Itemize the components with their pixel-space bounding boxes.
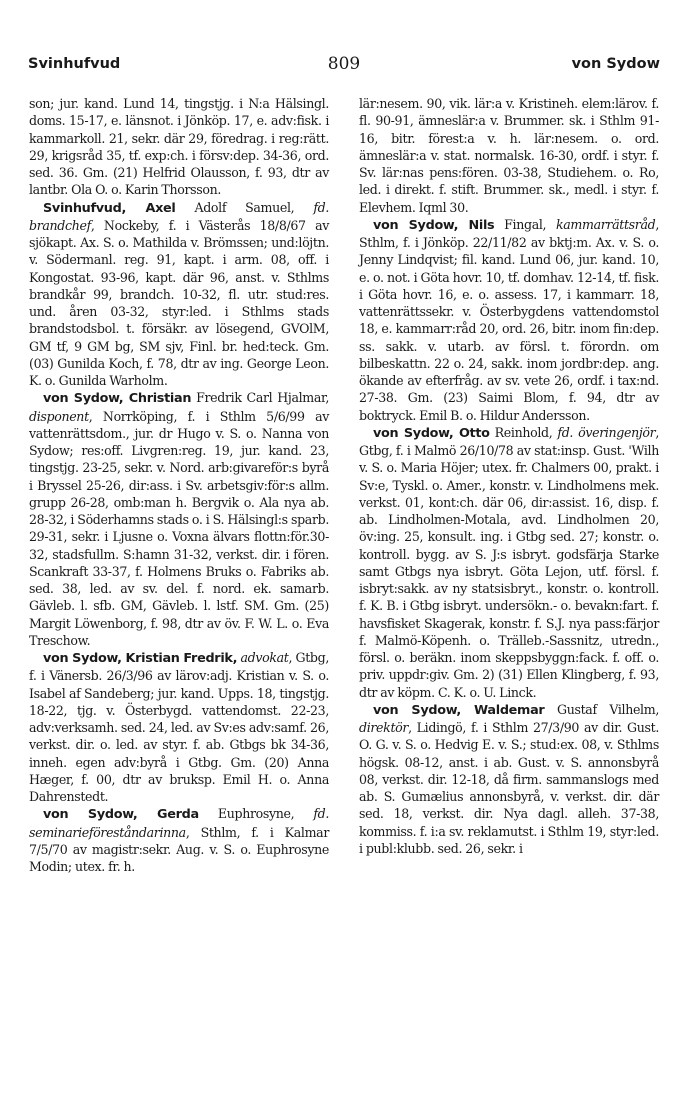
entry-given-names: Fingal, bbox=[494, 216, 556, 232]
entry-text: , Nockeby, f. i Västerås 18/8/67 av sjökapt. Ax. S. o. Mathilda v. Brömssen; und:löjtn. v. Södermanl. reg. 91, kapt. i arm. 08, off. i Kongostat. 93-96, kapt. där 96, anst. v. Sthlms brandkår 99, brandch. 10-32, fl. utr. stud:res. und. åren 03-32, styr:led. i Sthlms stads brandstodsbol. t. försäkr. av lösegend, GVOlM, GM tf, 9 GM bg, SM sjv, Finl. br. hed:teck. Gm. (03) Gunilda Koch, f. 78, dtr av ing. George Leon. K. o. Gunilda Warholm. bbox=[29, 217, 329, 388]
entry-given-names: Gustaf Vilhelm, bbox=[544, 701, 659, 717]
entry-text: , Sthlm, f. i Jönköp. 22/11/82 av bktj:m. Ax. v. S. o. Jenny Lindqvist; fil. kand. Lund 06, jur. kand. 10, e. o. not. i Göta hovr. 10, tf. domhav. 12-14, tf. fisk. i Göta hovr. 16, e. o. assess. 17, i kammarr. 18, vattenrättssekr. v. Österbygdens vattendomstol 18, e. kammarr:råd 20, ord. 26, bitr. inom fin:dep. ss. sakk. v. utarb. av försl. t. förordn. om bilbeskattn. 22 o. 24, sakk. inom jordbr:dep. ang. ökande av efterfråg. av sv. vete 26, ordf. i tax:nd. 27-38. Gm. (23) Saimi Blom, f. 94, dtr av boktryck. Emil B. o. Hildur Andersson. bbox=[359, 216, 659, 423]
entry-occupation: advokat bbox=[240, 650, 289, 665]
entry-name: von Sydow, Kristian Fredrik, bbox=[43, 651, 238, 666]
entry-given-names: Adolf Samuel, bbox=[175, 199, 314, 215]
entry-name: von Sydow, Otto bbox=[373, 425, 490, 441]
entry-text: , Gtbg, f. i Vänersb. 26/3/96 av lärov:adj. Kristian v. S. o. Isabel af Sandeberg; jur. kand. Upps. 18, tingstjg. 18-22, tjg. v. Österbygd. vattendomst. 22-23, adv:verksamh. sed. 24, led. av Sv:es adv:samf. 26, verkst. dir. o. led. av styr. f. ab. Gtbgs bk 34-36, inneh. egen adv:byrå i Gtbg. Gm. (20) Anna Hæger, f. 00, dtr av bruksp. Emil H. o. Anna Dahrenstedt. bbox=[29, 650, 329, 804]
entry-occupation: fd. brandchef bbox=[29, 199, 329, 233]
entry-occupation: direktör bbox=[359, 720, 409, 735]
biography-entry bbox=[29, 389, 329, 649]
entry-occupation: disponent bbox=[29, 408, 89, 424]
biography-entry bbox=[29, 805, 329, 875]
page-header bbox=[28, 56, 660, 82]
entry-text: , Norrköping, f. i Sthlm 5/6/99 av vattenrättsdom., jur. dr Hugo v. S. o. Nanna von Sydow; res:off. Livgren:reg. 19, jur. kand. 23, tingstjg. 23-25, sekr. v. Nord. arb:givareför:s byrå i Bryssel 25-26, dir:ass. i Sv. arbetsgiv:för:s allm. grupp 26-28, omb:man h. Bergvik o. Ala nya ab. 28-32, i Söderhamns stads o. i S. Hälsingl:s sparb. 29-31, sekr. i Ljusne o. Voxna älvars flottn:för.30-32, stadsfullm. S:hamn 31-32, verkst. dir. i fören. Scankraft 33-37, f. Holmens Bruks o. Fabriks ab. sed. 38, led. av sv. del. f. nord. ek. samarb. Gävleb. l. sfb. GM, Gävleb. l. lstf. SM. Gm. (25) Margit Löwenborg, f. 98, dtr av öv. F. W. L. o. Eva Treschow. bbox=[29, 408, 329, 648]
biography-entry bbox=[359, 424, 659, 701]
entry-name: von Sydow, Nils bbox=[373, 217, 495, 233]
entry-text: , Gtbg, f. i Malmö 26/10/78 av stat:insp. Gust. 'Wilh v. S. o. Maria Höjer; utex. fr. Chalmers 00, prakt. i Sv:e, Tyskl. o. Amer., konstr. v. Lindholmens mek. verkst. 01, kont:ch. där 06, dir:assist. 16, disp. f. ab. Lindholmen-Motala, avd. Lindholmen 20, öv:ing. 25, konsult. ing. i Gtbg sed. 27; konstr. o. kontroll. bygg. av S. J:s isbryt. godsfärja Starke samt Gtbgs nya isbryt. Göta Lejon, utf. försl. f. isbryt:sakk. av ny statsisbryt., konstr. o. kontroll. f. K. B. i Gtbg isbryt. undersökn.- o. bevakn:fart. f. havsfisket Skagerak, konstr. f. S.J. nya pass:färjor f. Malmö-Köpenh. o. Trälleb.-Sassnitz, utredn., försl. o. beräkn. inom skeppsbyggn:fack. f. off. o. priv. uppdr:giv. Gm. 2) (31) Ellen Klingberg, f. 93, dtr av köpm. C. K. o. U. Linck. bbox=[359, 424, 659, 700]
running-head-left: Svinhufvud bbox=[28, 56, 121, 72]
biography-entry bbox=[359, 216, 659, 424]
entry-occupation: fd. seminarieföreståndarinna bbox=[29, 806, 329, 840]
entry-text: , Lidingö, f. i Sthlm 27/3/90 av dir. Gust. O. G. v. S. o. Hedvig E. v. S.; stud:ex. 08, v. Sthlms högsk. 08-12, anst. i ab. Gust. v. S. annonsbyrå 08, verkst. dir. 12-18, då firm. sammanslogs med ab. S. Gumælius annonsbyrå, v. verkst. dir. där sed. 18, verkst. dir. Nya dagl. alleh. 37-38, kommiss. f. i:a sv. reklamutst. i Sthlm 19, styr:led. i publ:klubb. sed. 26, sekr. i bbox=[359, 720, 659, 856]
running-head-right: von Sydow bbox=[571, 56, 660, 72]
entry-given-names: Fredrik Carl Hjalmar, bbox=[191, 390, 329, 406]
left-column bbox=[29, 95, 329, 875]
entry-occupation: fd. överingenjör bbox=[557, 424, 656, 440]
entry-name: von Sydow, Waldemar bbox=[373, 702, 545, 718]
entry-name: von Sydow, Gerda bbox=[43, 807, 199, 823]
entry-text: , Sthlm, f. i Kalmar 7/5/70 av magistr:sekr. Aug. v. S. o. Euphrosyne Modin; utex. fr. h. bbox=[29, 824, 329, 874]
entry-name: Svinhufvud, Axel bbox=[43, 200, 176, 216]
biography-entry bbox=[29, 95, 329, 199]
right-column bbox=[359, 95, 659, 857]
biography-entry bbox=[359, 701, 659, 857]
page-number: 809 bbox=[327, 54, 361, 74]
entry-name: von Sydow, Christian bbox=[43, 391, 192, 407]
entry-text: son; jur. kand. Lund 14, tingstjg. i N:a Hälsingl. doms. 15-17, e. länsnot. i Jönköp. 17, e. adv:fisk. i kammarkoll. 21, sekr. där 29, föredrag. i reg:rätt. 29, krigsråd 35, tf. exp:ch. i försv:dep. 34-36, ord. sed. 36. Gm. (21) Helfrid Olausson, f. 93, dtr av lantbr. Ola O. o. Karin Thorsson. bbox=[29, 96, 329, 198]
entry-given-names: Reinhold, bbox=[489, 424, 558, 440]
biography-entry bbox=[29, 649, 329, 805]
entry-given-names: Euphrosyne, bbox=[198, 806, 314, 822]
entry-text: lär:nesem. 90, vik. lär:a v. Kristineh. elem:lärov. f. fl. 90-91, ämneslär:a v. Brummer. sk. i Sthlm 91-16, bitr. förest:a v. h. lär:nesem. o. ord. ämneslär:a v. stat. normalsk. 16-30, ordf. i styr. f. Sv. lär:nas pens:fören. 03-38, Studiehem. o. Ro, led. i direkt. f. stift. Brummer. sk., medl. i styr. f. Elevhem. Iqml 30. bbox=[359, 96, 659, 215]
biography-entry bbox=[359, 95, 659, 216]
entry-occupation: kammarrättsråd bbox=[555, 216, 656, 232]
biography-entry bbox=[29, 199, 329, 390]
